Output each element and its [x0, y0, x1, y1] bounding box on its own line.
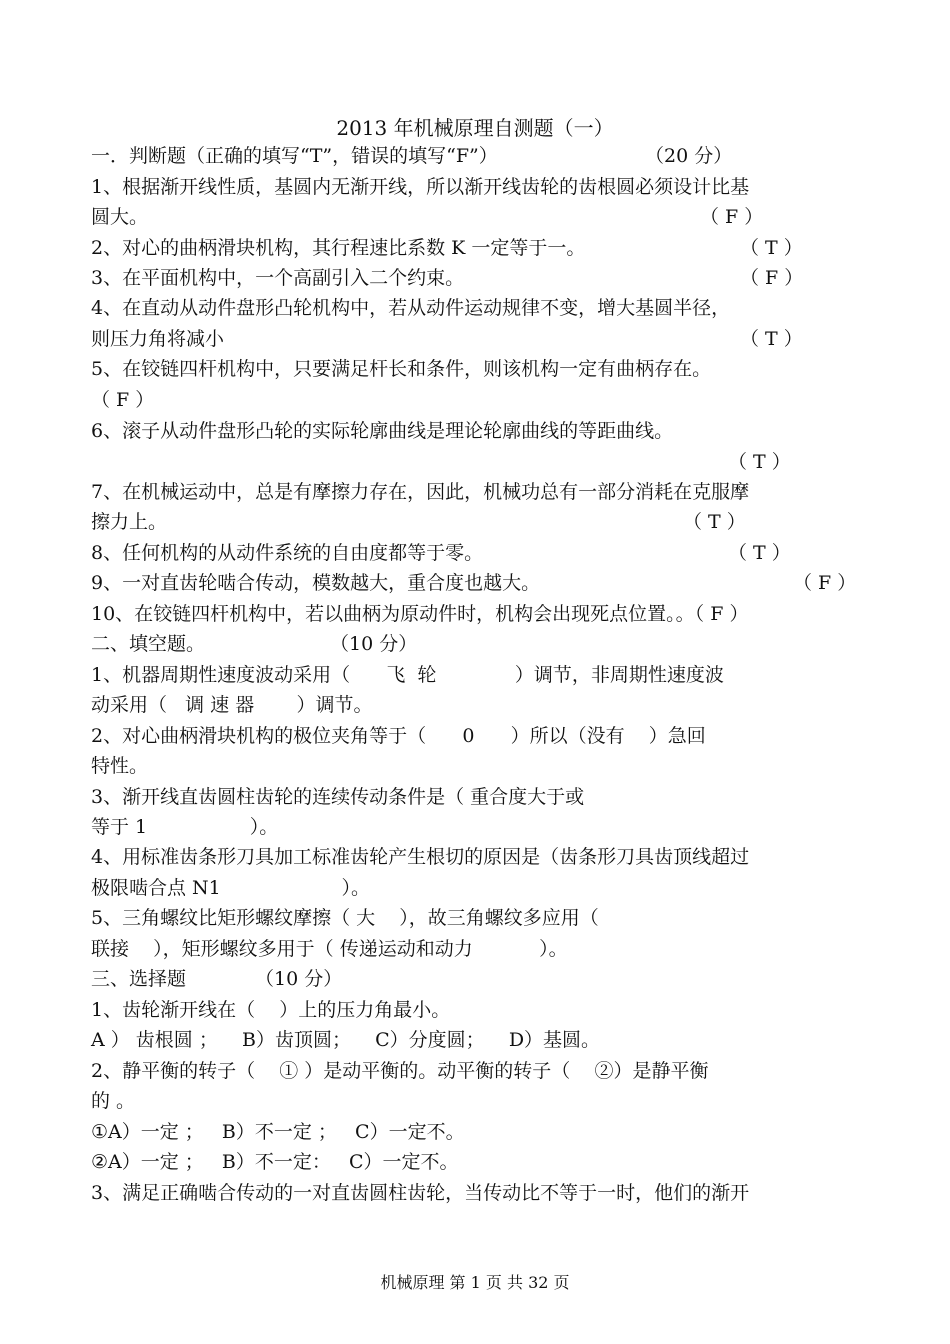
section2-header: 二、填空题。 — [91, 633, 206, 655]
q6-answer: （ T ） — [728, 451, 791, 473]
fill-q3-line1: 3、渐开线直齿圆柱齿轮的连续传动条件是（ 重合度大于或 — [91, 786, 585, 808]
choice-q2-line1: 2、静平衡的转子（ ① ）是动平衡的。动平衡的转子（ ②）是静平衡 — [91, 1060, 709, 1082]
q10-line: 10、在铰链四杆机构中，若以曲柄为原动件时，机构会出现死点位置。。（ F ） — [91, 603, 749, 625]
q1-line1: 1、根据渐开线性质，基圆内无渐开线，所以渐开线齿轮的齿根圆必须设计比基 — [91, 176, 750, 198]
q4-line2: 则压力角将减小 — [91, 328, 225, 350]
q4-answer: （ T ） — [740, 328, 803, 350]
fill-q5-line1: 5、三角螺纹比矩形螺纹摩擦（ 大 ），故三角螺纹多应用（ — [91, 907, 599, 929]
page-footer: 机械原理 第 1 页 共 32 页 — [380, 1273, 570, 1292]
q7-line1: 7、在机械运动中，总是有摩擦力存在，因此，机械功总有一部分消耗在克服摩 — [91, 481, 750, 503]
q7-answer: （ T ） — [683, 511, 746, 533]
fill-q1-line1: 1、机器周期性速度波动采用（ 飞 轮 ）调节，非周期性速度波 — [91, 664, 724, 686]
section3-header: 三、选择题 — [91, 968, 187, 990]
q3-line: 3、在平面机构中，一个高副引入二个约束。 — [91, 267, 465, 289]
section3-score: （10 分） — [255, 968, 343, 990]
fill-q4-line2: 极限啮合点 N1 ）。 — [91, 877, 371, 899]
q6-line: 6、滚子从动件盘形凸轮的实际轮廓曲线是理论轮廓曲线的等距曲线。 — [91, 420, 674, 442]
fill-q3-line2: 等于 1 ）。 — [91, 816, 279, 838]
section2-score: （10 分） — [330, 633, 418, 655]
q1-answer: （ F ） — [700, 206, 764, 228]
choice-q3-line1: 3、满足正确啮合传动的一对直齿圆柱齿轮，当传动比不等于一时，他们的渐开 — [91, 1182, 750, 1204]
fill-q4-line1: 4、用标准齿条形刀具加工标准齿轮产生根切的原因是（齿条形刀具齿顶线超过 — [91, 846, 750, 868]
choice-q2-line2: 的 。 — [91, 1090, 136, 1112]
q5-answer: （ F ） — [91, 389, 155, 411]
section1-header: 一．判断题（正确的填写“T”，错误的填写“F”） — [91, 145, 498, 167]
fill-q1-line2: 动采用（ 调 速 器 ）调节。 — [91, 694, 373, 716]
choice-q2-options2: ②A）一定 ； B）不一定： C）一定不。 — [91, 1151, 459, 1173]
q3-answer: （ F ） — [740, 267, 804, 289]
fill-q2-line1: 2、对心曲柄滑块机构的极位夹角等于（ 0 ）所以（没有 ）急回 — [91, 725, 706, 747]
q1-line2: 圆大。 — [91, 206, 149, 228]
choice-q1-line: 1、齿轮渐开线在（ ）上的压力角最小。 — [91, 999, 451, 1021]
q8-line: 8、任何机构的从动件系统的自由度都等于零。 — [91, 542, 484, 564]
q4-line1: 4、在直动从动件盘形凸轮机构中，若从动件运动规律不变，增大基圆半径， — [91, 297, 731, 319]
q5-line1: 5、在铰链四杆机构中，只要满足杆长和条件，则该机构一定有曲柄存在。 — [91, 358, 712, 380]
q9-answer: （ F ） — [793, 572, 857, 594]
page-title: 2013 年机械原理自测题（一） — [336, 116, 614, 140]
q2-answer: （ T ） — [740, 237, 803, 259]
q7-line2: 擦力上。 — [91, 511, 168, 533]
fill-q2-line2: 特性。 — [91, 755, 149, 777]
choice-q2-options1: ①A）一定 ； B）不一定 ； C）一定不。 — [91, 1121, 465, 1143]
q9-line: 9、一对直齿轮啮合传动，模数越大，重合度也越大。 — [91, 572, 541, 594]
q8-answer: （ T ） — [728, 542, 791, 564]
section1-score: （20 分） — [645, 145, 733, 167]
q2-line: 2、对心的曲柄滑块机构，其行程速比系数 K 一定等于一。 — [91, 237, 586, 259]
fill-q5-line2: 联接 ），矩形螺纹多用于（ 传递运动和动力 ）。 — [91, 938, 568, 960]
choice-q1-options: A ） 齿根圆 ； B）齿顶圆； C）分度圆； D）基圆。 — [91, 1029, 601, 1051]
